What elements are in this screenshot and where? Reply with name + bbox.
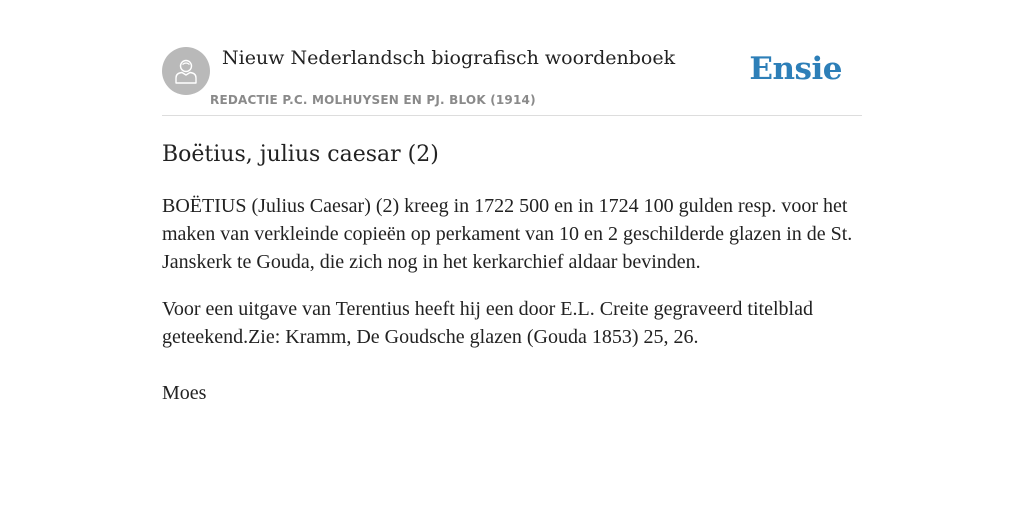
book-editors: REDACTIE P.C. MOLHUYSEN EN PJ. BLOK (1914)	[210, 93, 536, 107]
user-outline-icon	[171, 56, 201, 86]
ensie-logo[interactable]: Ensie	[749, 51, 842, 87]
entry-paragraph: BOËTIUS (Julius Caesar) (2) kreeg in 1722 500 en in 1724 100 gulden resp. voor het maken van verkleinde copieën op perkament van 10 en 2 geschilderde glazen in de St. Janskerk te Gouda, die zich nog in het kerkarchief aldaar bevinden.	[162, 195, 853, 273]
entry-title: Boëtius, julius caesar (2)	[162, 142, 439, 167]
avatar	[162, 47, 210, 95]
entry-paragraph: Voor een uitgave van Terentius heeft hij een door E.L. Creite gegraveerd titelblad geteekend.Zie: Kramm, De Goudsche glazen (Gouda 1853) 25, 26.	[162, 298, 813, 348]
page-container	[162, 0, 862, 404]
source-header	[162, 0, 862, 116]
book-title[interactable]: Nieuw Nederlandsch biografisch woordenboek	[222, 47, 676, 69]
entry-author: Moes	[162, 382, 207, 404]
